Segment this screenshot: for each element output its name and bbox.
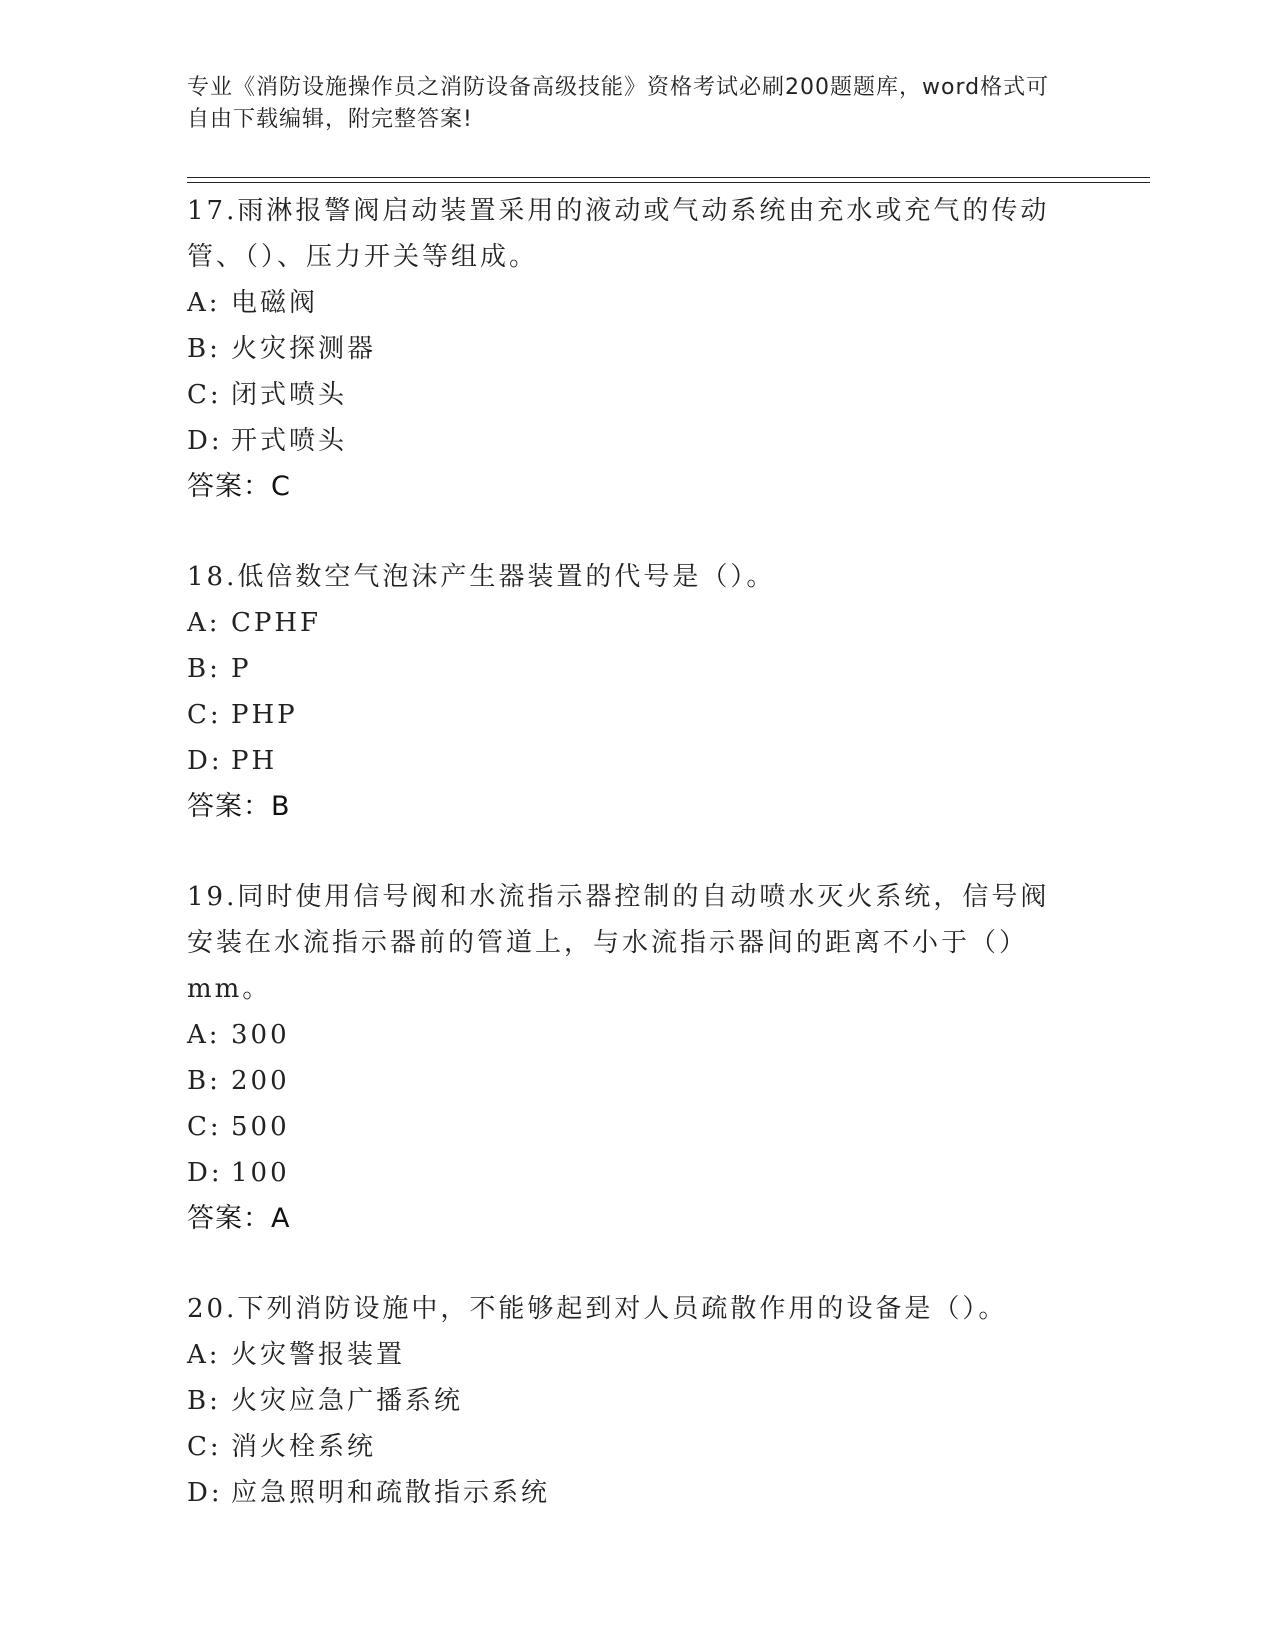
option-letter: C: — [187, 1432, 222, 1462]
question-18 — [187, 554, 1087, 830]
question-stem: 18.低倍数空气泡沫产生器装置的代号是（）。 — [187, 562, 776, 592]
option-c — [187, 1424, 1087, 1470]
option-letter: A: — [187, 1020, 221, 1050]
option-d — [187, 1470, 1087, 1516]
option-d — [187, 1150, 1087, 1196]
option-text: 火灾应急广播系统 — [231, 1386, 464, 1416]
option-letter: B: — [187, 654, 221, 684]
answer-line: 答案：A — [187, 1203, 291, 1234]
option-letter: B: — [187, 1386, 221, 1416]
option-letter: D: — [187, 1158, 223, 1188]
option-a — [187, 600, 1087, 646]
option-d — [187, 738, 1087, 784]
option-b — [187, 1058, 1087, 1104]
option-c — [187, 1104, 1087, 1150]
option-letter: C: — [187, 1112, 222, 1142]
header-divider-bottom — [187, 182, 1150, 183]
option-text: 100 — [231, 1158, 290, 1188]
option-b — [187, 646, 1087, 692]
option-a — [187, 1332, 1087, 1378]
question-17 — [187, 188, 1087, 510]
option-text: 火灾探测器 — [231, 334, 377, 364]
option-text: 300 — [231, 1020, 290, 1050]
option-b — [187, 1378, 1087, 1424]
option-text: 消火栓系统 — [231, 1432, 377, 1462]
question-19 — [187, 874, 1087, 1242]
option-letter: C: — [187, 700, 222, 730]
option-letter: C: — [187, 380, 222, 410]
option-text: PH — [231, 746, 278, 776]
option-text: 应急照明和疏散指示系统 — [231, 1478, 551, 1508]
question-spacer — [187, 510, 1087, 554]
answer-line: 答案：C — [187, 471, 291, 502]
header-divider-top — [187, 177, 1150, 178]
option-text: 闭式喷头 — [231, 380, 348, 410]
option-text: CPHF — [231, 608, 322, 638]
option-letter: B: — [187, 334, 221, 364]
option-text: PHP — [231, 700, 298, 730]
document-header: 专业《消防设施操作员之消防设备高级技能》资格考试必刷200题题库，word格式可自由下载编辑，附完整答案! — [187, 75, 1050, 132]
option-b — [187, 326, 1087, 372]
question-list — [187, 188, 1087, 1516]
question-stem: 19.同时使用信号阀和水流指示器控制的自动喷水灭火系统，信号阀安装在水流指示器前的管道上，与水流指示器间的距离不小于（）mm。 — [187, 882, 1050, 1004]
question-stem: 17.雨淋报警阀启动装置采用的液动或气动系统由充水或充气的传动管、（）、压力开关等组成。 — [187, 196, 1050, 272]
question-stem: 20.下列消防设施中，不能够起到对人员疏散作用的设备是（）。 — [187, 1294, 1008, 1324]
option-text: 开式喷头 — [231, 426, 348, 456]
option-d — [187, 418, 1087, 464]
option-c — [187, 372, 1087, 418]
question-spacer — [187, 830, 1087, 874]
option-letter: A: — [187, 1340, 221, 1370]
option-letter: A: — [187, 608, 221, 638]
option-letter: A: — [187, 288, 221, 318]
option-text: P — [231, 654, 252, 684]
option-c — [187, 692, 1087, 738]
option-a — [187, 280, 1087, 326]
option-letter: D: — [187, 426, 223, 456]
question-20 — [187, 1286, 1087, 1516]
option-a — [187, 1012, 1087, 1058]
option-text: 200 — [231, 1066, 290, 1096]
answer-line: 答案：B — [187, 791, 291, 822]
option-text: 电磁阀 — [231, 288, 319, 318]
option-letter: D: — [187, 1478, 223, 1508]
option-text: 500 — [231, 1112, 290, 1142]
option-letter: B: — [187, 1066, 221, 1096]
question-spacer — [187, 1242, 1087, 1286]
option-letter: D: — [187, 746, 223, 776]
option-text: 火灾警报装置 — [231, 1340, 406, 1370]
